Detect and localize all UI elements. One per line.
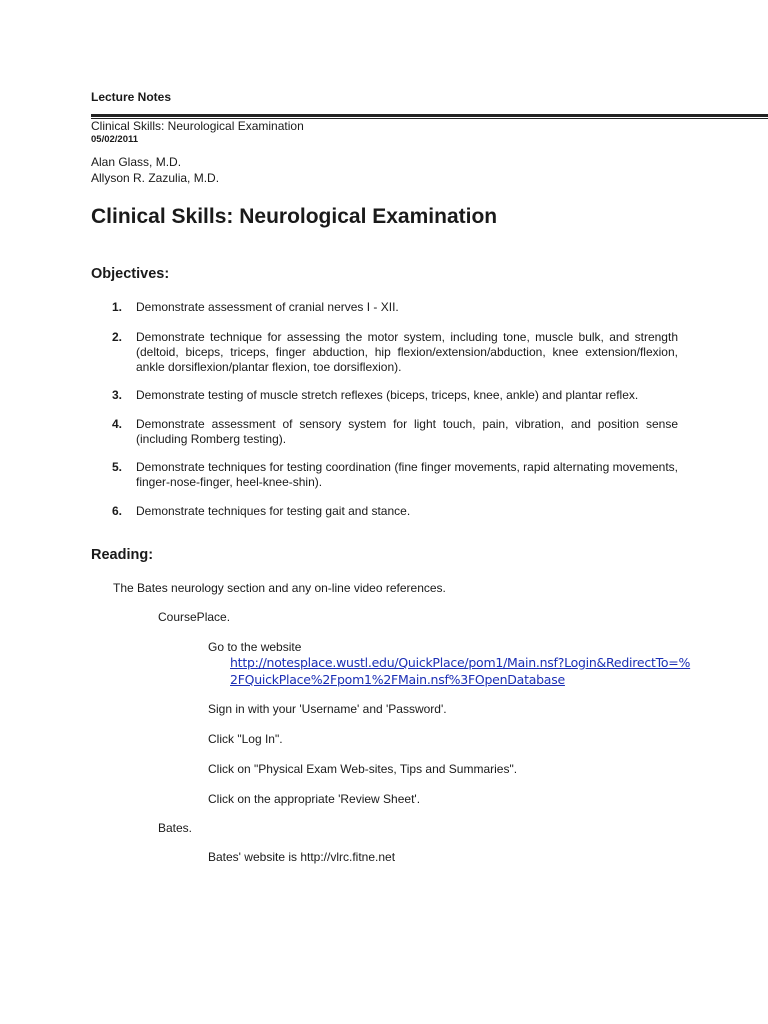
- bates-label: Bates.: [158, 821, 193, 835]
- header-label: Lecture Notes: [91, 90, 172, 104]
- objective-item: [112, 388, 678, 403]
- objective-item: [112, 460, 678, 490]
- objective-text: Demonstrate assessment of cranial nerves I - XII.: [136, 300, 399, 314]
- objective-item: [112, 300, 678, 315]
- document-title: Clinical Skills: Neurological Examination: [91, 205, 498, 228]
- objective-number: 3.: [112, 388, 123, 402]
- reading-heading: Reading:: [91, 547, 154, 563]
- courseplace-link-line1[interactable]: http://notesplace.wustl.edu/QuickPlace/pom1/Main.nsf?Login&RedirectTo=%: [230, 655, 691, 670]
- objective-text: Demonstrate techniques for testing gait and stance.: [136, 504, 411, 518]
- objective-text: Demonstrate technique for assessing the motor system, including tone, muscle bulk, and strength (deltoid, biceps, triceps, finger abduction, hip flexion/extension/abduction, knee extension/flexion, ankle dorsiflexion/plantar flexion, toe dorsiflexion).: [136, 330, 678, 374]
- step-log-in: Click "Log In".: [208, 732, 283, 746]
- courseplace-label: CoursePlace.: [158, 610, 231, 624]
- header-rule-thick: [91, 114, 768, 117]
- step-physical-exam: Click on "Physical Exam Web-sites, Tips and Summaries".: [208, 762, 518, 776]
- goto-website-text: Go to the website: [208, 640, 302, 654]
- objective-item: [112, 330, 678, 375]
- objective-number: 1.: [112, 300, 123, 314]
- objective-number: 5.: [112, 460, 123, 474]
- objective-item: [112, 417, 678, 447]
- courseplace-link-line2[interactable]: 2FQuickPlace%2Fpom1%2FMain.nsf%3FOpenDatabase: [230, 672, 565, 687]
- objective-number: 4.: [112, 417, 123, 431]
- step-sign-in: Sign in with your 'Username' and 'Password'.: [208, 702, 447, 716]
- objective-text: Demonstrate testing of muscle stretch reflexes (biceps, triceps, knee, ankle) and plantar reflex.: [136, 388, 639, 402]
- step-review-sheet: Click on the appropriate 'Review Sheet'.: [208, 792, 421, 806]
- objective-text: Demonstrate techniques for testing coordination (fine finger movements, rapid alternating movements, finger-nose-finger, heel-knee-shin).: [136, 460, 678, 489]
- objective-number: 6.: [112, 504, 123, 518]
- author-1: Alan Glass, M.D.: [91, 155, 182, 169]
- objectives-heading: Objectives:: [91, 266, 170, 282]
- header-subtitle: Clinical Skills: Neurological Examination: [91, 119, 304, 133]
- bates-website: Bates' website is http://vlrc.fitne.net: [208, 850, 396, 864]
- objective-item: [112, 504, 678, 519]
- author-2: Allyson R. Zazulia, M.D.: [91, 171, 220, 185]
- objective-text: Demonstrate assessment of sensory system for light touch, pain, vibration, and position sense (including Romberg testing).: [136, 417, 678, 446]
- objective-number: 2.: [112, 330, 123, 344]
- reading-intro: The Bates neurology section and any on-line video references.: [113, 581, 446, 595]
- header-date: 05/02/2011: [91, 134, 139, 145]
